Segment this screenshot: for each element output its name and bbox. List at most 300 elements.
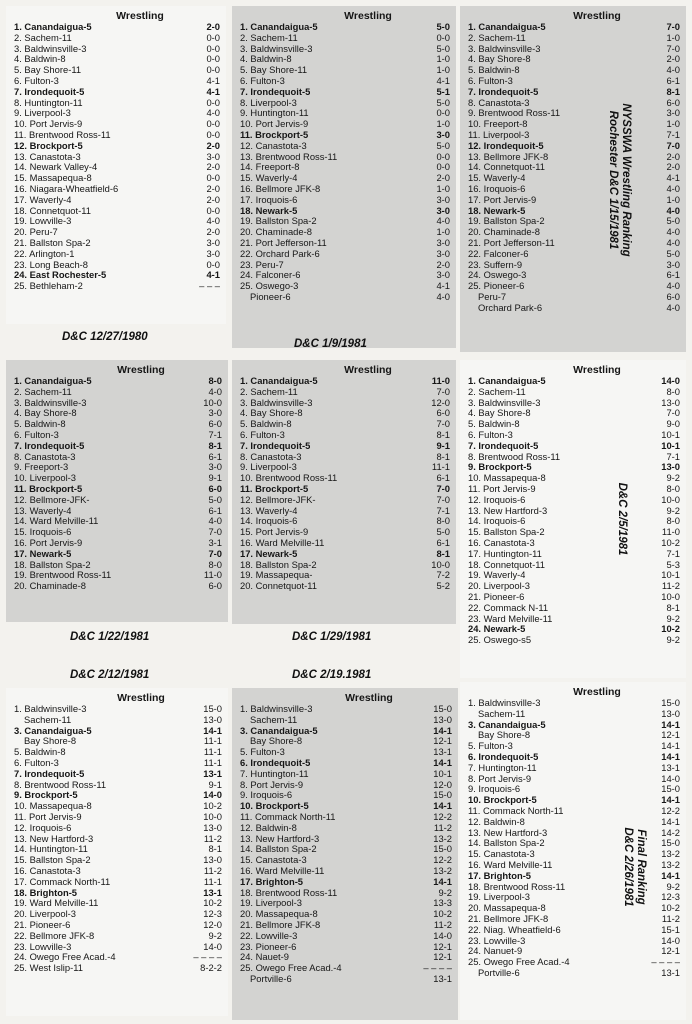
team-record: 8-1 — [436, 450, 450, 462]
caption-dc-1981-01-22: D&C 1/22/1981 — [70, 631, 150, 643]
caption-vertical-final-ranking — [619, 797, 647, 937]
team-name: 13. New Hartford-3 — [468, 505, 548, 516]
ranking-row — [240, 441, 450, 452]
ranking-row — [468, 216, 680, 227]
team-record: 13-0 — [203, 713, 222, 725]
caption-title-line: NYSSWA Wrestling Ranking — [620, 103, 632, 257]
team-record: 5-0 — [436, 526, 450, 538]
ranking-row — [468, 430, 680, 441]
team-name: 10. Liverpool-3 — [14, 473, 77, 484]
team-record: 13-0 — [203, 854, 222, 866]
team-record: 6-0 — [208, 482, 222, 494]
team-record: 4-0 — [666, 204, 680, 216]
team-name: Pioneer-6 — [250, 291, 291, 302]
team-record: 8-1 — [666, 85, 680, 97]
team-record: 5-0 — [436, 96, 450, 108]
ranking-row — [240, 704, 452, 715]
ranking-row — [14, 33, 220, 44]
ranking-row — [14, 581, 222, 592]
ranking-row — [240, 249, 450, 260]
team-name: 12. Baldwin-8 — [468, 816, 525, 827]
ranking-row — [14, 119, 220, 130]
ranking-row — [240, 119, 450, 130]
ranking-row — [240, 715, 452, 726]
ranking-row — [468, 238, 680, 249]
ranking-row — [14, 473, 222, 484]
team-record: 14-1 — [203, 724, 222, 736]
team-record: 11-1 — [431, 461, 450, 473]
team-name: 13. Canastota-3 — [14, 151, 81, 162]
ranking-row — [468, 130, 680, 141]
ranking-row — [14, 516, 222, 527]
team-name: 10. Massapequa-8 — [14, 801, 92, 812]
team-record: 9-1 — [436, 439, 450, 451]
team-record: 11-0 — [203, 569, 222, 581]
team-name: 18. Newark-5 — [468, 205, 526, 216]
team-record: 0-0 — [436, 150, 450, 162]
caption-dc-1981-02-19: D&C 2/19.1981 — [292, 669, 372, 681]
ranking-row — [240, 538, 450, 549]
team-record: 7-0 — [666, 21, 680, 32]
ranking-row — [240, 65, 450, 76]
ranking-row — [468, 173, 680, 184]
ranking-row — [14, 76, 220, 87]
ranking-row — [240, 376, 450, 387]
team-record: 7-0 — [436, 418, 450, 430]
team-name: 20. Chaminade-8 — [14, 581, 86, 592]
team-record: 13-1 — [433, 972, 452, 984]
team-name: 11. Brockport-5 — [240, 483, 309, 494]
team-record: 1-0 — [666, 118, 680, 130]
team-name: 15. Waverly-4 — [468, 173, 526, 184]
team-name: 8. Port Jervis-9 — [240, 779, 304, 790]
ranking-row — [240, 270, 450, 281]
team-record: 6-1 — [666, 74, 680, 86]
ranking-row — [468, 549, 680, 560]
team-name: 6. Fulton-3 — [240, 75, 285, 86]
team-record: 2-0 — [206, 139, 220, 151]
team-name: 17. Brighton-5 — [468, 870, 532, 881]
panel-title: Wrestling — [117, 364, 165, 376]
team-name: 21. Pioneer-6 — [468, 591, 525, 602]
team-record: 4-0 — [208, 515, 222, 527]
team-record: 2-0 — [666, 53, 680, 65]
team-record: 7-1 — [436, 504, 450, 516]
team-name: 23. Suffern-9 — [468, 259, 523, 270]
team-record: 8-2-2 — [200, 962, 222, 974]
team-name: 5. Baldwin-8 — [14, 419, 66, 430]
team-record: 3-0 — [208, 461, 222, 473]
team-name: 19. Waverly-4 — [468, 570, 526, 581]
team-name: 2. Sachem-11 — [14, 32, 72, 43]
team-record: 14-1 — [661, 750, 680, 762]
team-record: 14-1 — [661, 869, 680, 881]
team-record: 3-0 — [436, 204, 450, 216]
team-record: 14-0 — [661, 934, 680, 946]
team-name: 18. Connetquot-11 — [14, 205, 91, 216]
team-record: 7-1 — [666, 128, 680, 140]
team-name: 18. Connetquot-11 — [468, 559, 545, 570]
ranking-row — [14, 430, 222, 441]
ranking-row — [468, 806, 680, 817]
ranking-row — [240, 22, 450, 33]
ranking-row — [240, 387, 450, 398]
ranking-row — [468, 376, 680, 387]
ranking-row — [14, 441, 222, 452]
team-name: 19. Ballston Spa-2 — [240, 216, 317, 227]
ranking-row — [240, 834, 452, 845]
team-name: 14. Iroquois-6 — [240, 516, 298, 527]
ranking-row — [14, 495, 222, 506]
team-record: 4-0 — [206, 107, 220, 119]
team-name: 1. Baldwinsville-3 — [468, 698, 541, 708]
ranking-row — [240, 812, 452, 823]
team-record: 14-1 — [661, 815, 680, 827]
ranking-row — [240, 855, 452, 866]
team-name: 17. Newark-5 — [14, 548, 72, 559]
team-name: 9. Brentwood Ross-11 — [468, 108, 561, 119]
ranking-row — [240, 260, 450, 271]
team-record: 4-0 — [666, 280, 680, 292]
team-record: 7-0 — [666, 42, 680, 54]
team-name: 13. Brentwood Ross-11 — [240, 151, 338, 162]
team-name: 14. Newark Valley-4 — [14, 162, 98, 173]
ranking-row — [468, 763, 680, 774]
team-name: 5. Fulton-3 — [468, 741, 513, 752]
team-name: 5. Fulton-3 — [240, 747, 285, 758]
team-name: 16. Port Jervis-9 — [14, 537, 83, 548]
team-record: 14-2 — [661, 826, 680, 838]
team-record: 12-1 — [433, 940, 452, 952]
team-name: 21. Port Jefferson-11 — [240, 237, 327, 248]
team-record: 7-0 — [436, 482, 450, 494]
team-name: Bay Shore-8 — [24, 736, 77, 747]
team-record: 0-0 — [206, 204, 220, 216]
ranking-row — [240, 173, 450, 184]
ranking-row — [468, 592, 680, 603]
team-record: 10-0 — [203, 810, 222, 822]
team-name: 20. Liverpool-3 — [468, 581, 531, 592]
team-name: 23. Lowville-3 — [468, 935, 526, 946]
team-record: 4-1 — [206, 269, 220, 281]
team-record: 7-0 — [666, 139, 680, 151]
ranking-row — [468, 838, 680, 849]
ranking-row — [14, 173, 220, 184]
ranking-row — [14, 704, 222, 715]
team-name: 19. Brentwood Ross-11 — [14, 570, 112, 581]
team-name: 22. Lowville-3 — [240, 930, 298, 941]
team-name: 3. Canandaigua-5 — [14, 725, 92, 736]
team-name: 3. Canandaigua-5 — [468, 719, 546, 730]
team-name: 22. Commack N-11 — [468, 602, 549, 613]
ranking-row — [14, 931, 222, 942]
team-name: 10. Port Jervis-9 — [240, 119, 309, 130]
team-record: 12-0 — [433, 778, 452, 790]
team-name: 14. Ward Melville-11 — [14, 516, 99, 527]
ranking-row — [240, 87, 450, 98]
team-record: 7-1 — [208, 428, 222, 440]
ranking-row — [14, 270, 220, 281]
ranking-row — [240, 888, 452, 899]
ranking-row — [240, 909, 452, 920]
team-record: 7-0 — [208, 547, 222, 559]
team-name: 3. Baldwinsville-3 — [468, 43, 541, 54]
team-name: 8. Huntington-11 — [14, 97, 83, 108]
team-record: 7-1 — [666, 547, 680, 559]
team-name: 8. Port Jervis-9 — [468, 773, 532, 784]
team-record: 10-2 — [433, 908, 452, 920]
ranking-row — [468, 795, 680, 806]
ranking-row — [240, 76, 450, 87]
team-record: 1-0 — [666, 31, 680, 43]
team-name: 20. Peru-7 — [14, 227, 58, 238]
team-record: 15-1 — [661, 923, 680, 935]
team-record: 2-0 — [206, 161, 220, 173]
team-name: 23. Pioneer-6 — [240, 941, 297, 952]
ranking-row — [240, 726, 452, 737]
ranking-row — [468, 828, 680, 839]
team-name: 8. Brentwood Ross-11 — [14, 779, 107, 790]
team-name: 7. Irondequoit-5 — [14, 86, 85, 97]
team-name: 1. Canandaigua-5 — [240, 22, 318, 32]
team-record: 0-0 — [206, 128, 220, 140]
team-record: 9-1 — [208, 778, 222, 790]
team-name: 13. Bellmore JFK-8 — [468, 151, 549, 162]
team-record: 10-0 — [661, 493, 680, 505]
ranking-row — [240, 877, 452, 888]
team-name: 7. Irondequoit-5 — [14, 768, 85, 779]
ranking-row — [468, 303, 680, 314]
team-record: 2-0 — [666, 150, 680, 162]
ranking-row — [240, 931, 452, 942]
ranking-row — [240, 33, 450, 44]
ranking-row — [240, 238, 450, 249]
ranking-row — [468, 495, 680, 506]
ranking-row — [240, 195, 450, 206]
team-record: 7-0 — [208, 526, 222, 538]
team-name: 6. Fulton-3 — [14, 757, 59, 768]
ranking-row — [14, 419, 222, 430]
ranking-row — [468, 946, 680, 957]
team-record: 4-0 — [436, 290, 450, 302]
ranking-row — [240, 823, 452, 834]
ranking-row — [468, 54, 680, 65]
team-name: 13. New Hartford-3 — [14, 833, 94, 844]
ranking-row — [468, 227, 680, 238]
team-name: 23. Peru-7 — [240, 259, 284, 270]
ranking-row — [468, 184, 680, 195]
team-record: 12-1 — [661, 945, 680, 957]
ranking-row — [14, 141, 220, 152]
team-name: 9. Iroquois-6 — [240, 790, 293, 801]
ranking-row — [14, 195, 220, 206]
team-record: 13-2 — [433, 864, 452, 876]
ranking-row — [14, 376, 222, 387]
ranking-row — [14, 398, 222, 409]
ranking-row — [468, 882, 680, 893]
ranking-row — [468, 441, 680, 452]
ranking-row — [240, 974, 452, 985]
team-record: 1-0 — [436, 53, 450, 65]
ranking-row — [468, 581, 680, 592]
team-name: 8. Canastota-3 — [468, 97, 530, 108]
ranking-row — [468, 76, 680, 87]
ranking-row — [468, 903, 680, 914]
panel-title: Wrestling — [116, 10, 164, 22]
team-name: 20. Massapequa-8 — [240, 909, 318, 920]
ranking-row — [468, 119, 680, 130]
team-record: 6-1 — [436, 536, 450, 548]
ranking-row — [468, 162, 680, 173]
team-name: 12. Irondequoit-5 — [468, 140, 544, 151]
team-name: 10. Brockport-5 — [240, 801, 309, 812]
team-name: 11. Brentwood Ross-11 — [14, 129, 111, 140]
team-name: 15. Canastota-3 — [240, 855, 307, 866]
ranking-row — [468, 292, 680, 303]
ranking-row — [240, 184, 450, 195]
ranking-row — [240, 560, 450, 571]
team-record: 0-0 — [206, 53, 220, 65]
ranking-row — [14, 549, 222, 560]
team-name: 25. Bethleham-2 — [14, 281, 83, 292]
team-record: 8-1 — [666, 601, 680, 613]
team-record: 6-1 — [208, 450, 222, 462]
ranking-row — [14, 823, 222, 834]
team-record: 3-0 — [666, 258, 680, 270]
ranking-row — [468, 281, 680, 292]
team-name: 11. Brockport-5 — [240, 129, 309, 140]
ranking-row — [468, 473, 680, 484]
team-name: 17. Port Jervis-9 — [468, 194, 537, 205]
team-record: 8-0 — [666, 482, 680, 494]
team-record: 14-1 — [661, 740, 680, 752]
team-name: 1. Canandaigua-5 — [468, 22, 546, 32]
team-name: 16. Canastota-3 — [468, 537, 535, 548]
team-name: 16. Iroquois-6 — [468, 183, 526, 194]
team-record: 2-0 — [206, 182, 220, 194]
team-name: 6. Fulton-3 — [14, 429, 59, 440]
ranking-row — [240, 227, 450, 238]
team-record: 14-0 — [661, 772, 680, 784]
team-record: 12-1 — [433, 951, 452, 963]
team-record: 10-1 — [661, 428, 680, 440]
team-record: 13-1 — [661, 966, 680, 978]
ranking-row — [14, 736, 222, 747]
team-name: 20. Liverpool-3 — [14, 909, 77, 920]
team-record: 2-0 — [206, 226, 220, 238]
team-name: 14. Iroquois-6 — [468, 516, 526, 527]
ranking-panel-1981-02-19 — [232, 688, 458, 1020]
team-record: 14-0 — [203, 940, 222, 952]
team-record: – – – – — [193, 951, 222, 963]
team-name: 13. New Hartford-3 — [240, 833, 320, 844]
team-name: 15. Waverly-4 — [240, 173, 298, 184]
team-record: 11-2 — [661, 580, 680, 592]
ranking-row — [468, 925, 680, 936]
team-record: 6-0 — [208, 418, 222, 430]
team-name: 7. Huntington-11 — [240, 768, 309, 779]
ranking-row — [240, 162, 450, 173]
team-name: 9. Huntington-11 — [240, 108, 309, 119]
team-name: 3. Baldwinsville-3 — [14, 43, 87, 54]
team-record: 9-2 — [438, 886, 452, 898]
team-record: 12-1 — [433, 735, 452, 747]
team-record: 2-0 — [436, 172, 450, 184]
ranking-row — [14, 560, 222, 571]
ranking-row — [468, 635, 680, 646]
ranking-row — [14, 281, 220, 292]
team-record: 11-0 — [431, 375, 450, 386]
team-record: 6-0 — [666, 290, 680, 302]
ranking-row — [14, 726, 222, 737]
team-record: 11-2 — [203, 832, 222, 844]
team-name: 24. Nanuet-9 — [468, 946, 523, 957]
ranking-row — [14, 877, 222, 888]
team-record: 0-0 — [436, 31, 450, 43]
team-name: 16. Ward Melville-11 — [468, 859, 553, 870]
ranking-row — [468, 538, 680, 549]
ranking-row — [240, 963, 452, 974]
team-record: 11-1 — [203, 746, 222, 758]
team-name: 5. Baldwin-8 — [240, 419, 292, 430]
ranking-row — [468, 871, 680, 882]
team-record: 8-0 — [208, 558, 222, 570]
team-record: 9-2 — [666, 612, 680, 624]
ranking-row — [14, 408, 222, 419]
team-record: 3-0 — [208, 407, 222, 419]
ranking-row — [240, 495, 450, 506]
team-record: 13-1 — [203, 767, 222, 779]
ranking-row — [14, 238, 220, 249]
ranking-row — [240, 790, 452, 801]
panel-title: Wrestling — [344, 10, 392, 22]
team-record: 3-0 — [436, 236, 450, 248]
ranking-row — [14, 484, 222, 495]
ranking-row — [14, 952, 222, 963]
ranking-row — [240, 920, 452, 931]
team-name: 21. Ballston Spa-2 — [14, 237, 91, 248]
team-name: 1. Canandaigua-5 — [14, 22, 92, 32]
team-name: 1. Baldwinsville-3 — [14, 704, 87, 714]
team-name: 17. Iroquois-6 — [240, 194, 298, 205]
team-record: 15-0 — [203, 703, 222, 714]
team-record: 13-2 — [661, 848, 680, 860]
ranking-row — [468, 387, 680, 398]
ranking-row — [14, 452, 222, 463]
team-record: 0-0 — [206, 172, 220, 184]
ranking-row — [468, 560, 680, 571]
ranking-row — [14, 130, 220, 141]
team-name: 19. Ballston Spa-2 — [468, 216, 545, 227]
team-record: 15-0 — [661, 837, 680, 849]
team-name: 18. Newark-5 — [240, 205, 298, 216]
team-name: 4. Bay Shore-8 — [468, 54, 531, 65]
team-record: 0-0 — [436, 107, 450, 119]
ranking-row — [240, 736, 452, 747]
team-record: 3-0 — [206, 247, 220, 259]
ranking-row — [468, 860, 680, 871]
team-name: 20. Massapequa-8 — [468, 903, 546, 914]
team-name: 13. Waverly-4 — [240, 505, 298, 516]
ranking-row — [14, 758, 222, 769]
ranking-row — [468, 603, 680, 614]
team-name: 1. Canandaigua-5 — [14, 376, 92, 386]
ranking-row — [240, 942, 452, 953]
ranking-row — [14, 462, 222, 473]
team-name: 10. Freeport-8 — [468, 119, 528, 130]
team-record: 5-1 — [436, 85, 450, 97]
team-name: Orchard Park-6 — [478, 302, 543, 313]
